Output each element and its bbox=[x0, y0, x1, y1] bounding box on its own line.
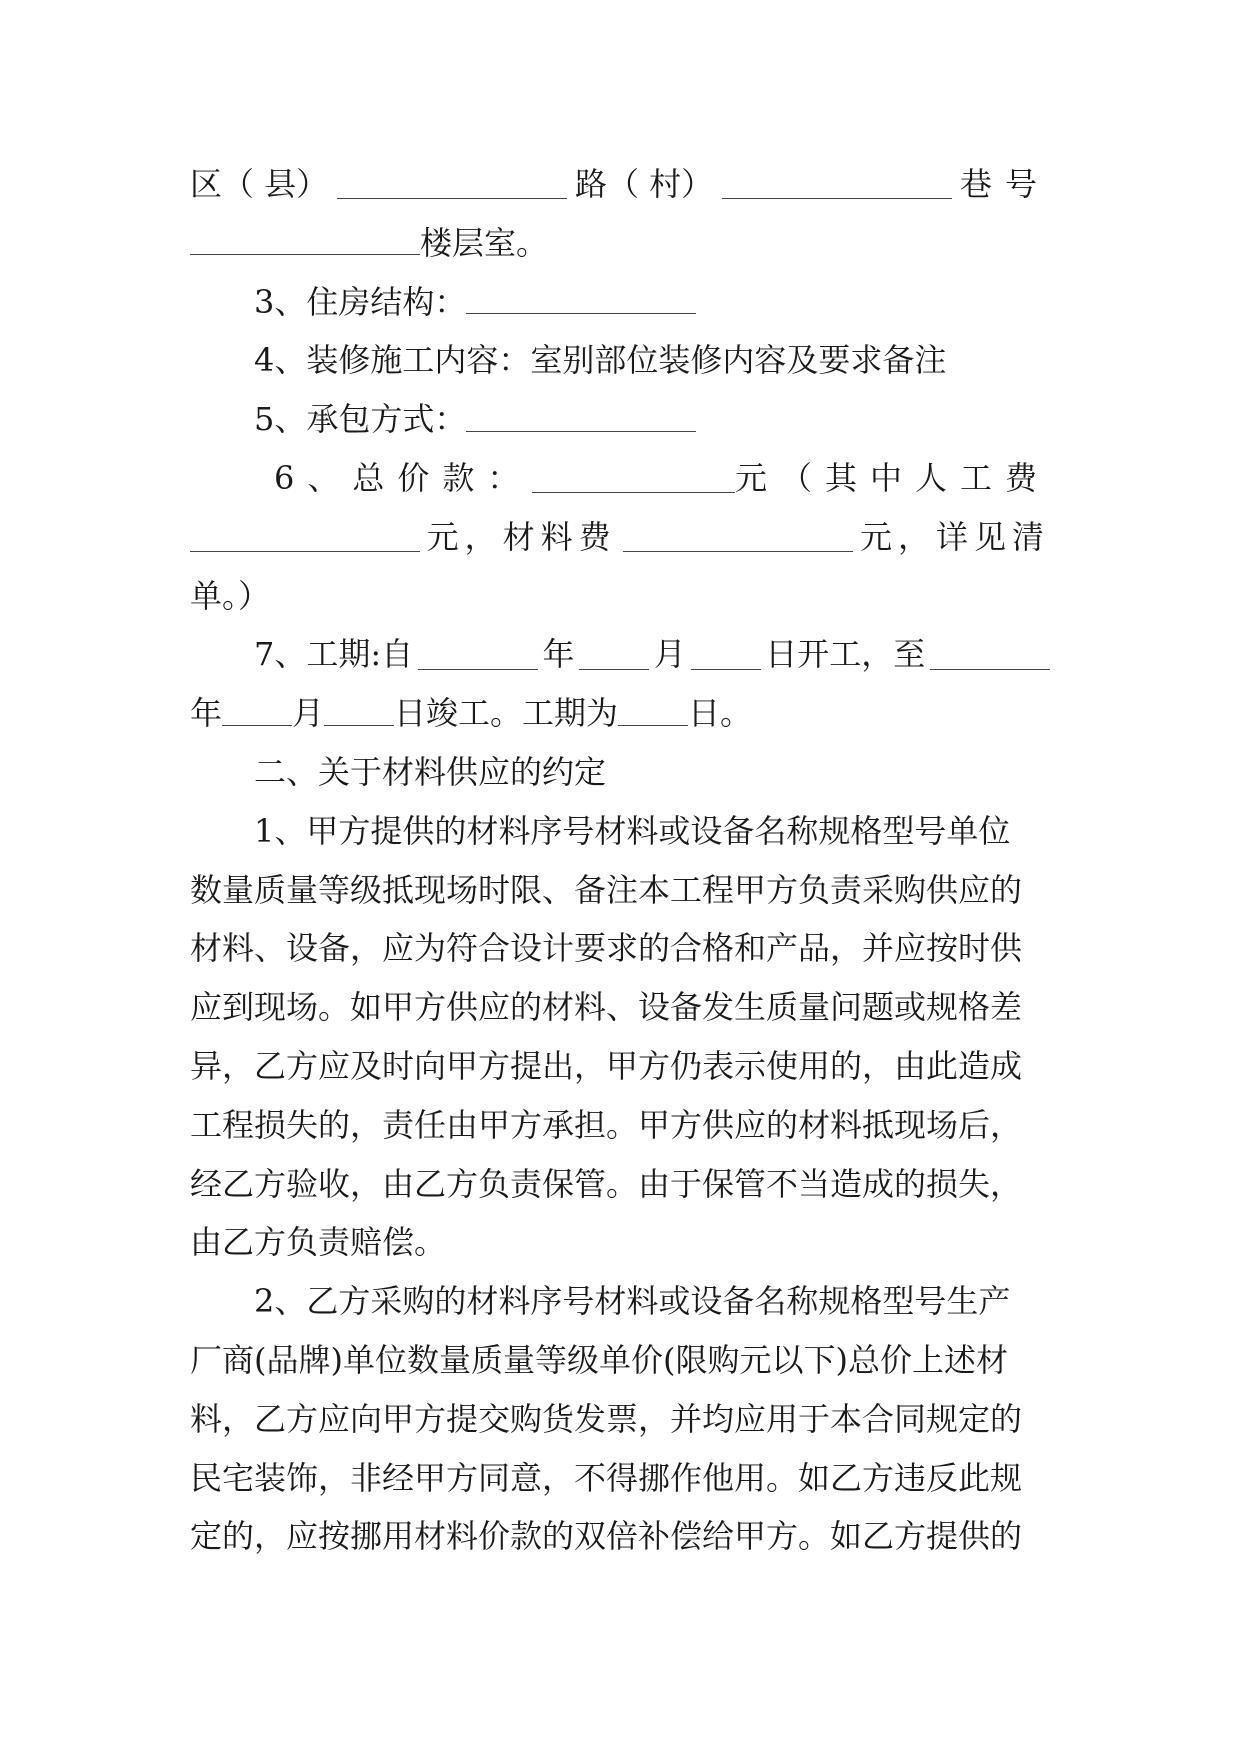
road-blank bbox=[722, 170, 952, 200]
end-month-blank bbox=[222, 696, 292, 726]
structure-line bbox=[190, 273, 1050, 332]
paragraph-line: 由乙方负责赔偿。 bbox=[190, 1223, 447, 1262]
labor-fee-blank bbox=[190, 522, 420, 552]
list-end-text: 单。） bbox=[190, 576, 271, 615]
district-blank bbox=[337, 170, 567, 200]
labor-fee-label: 元（其中人工费 bbox=[734, 458, 1050, 497]
duration-label: 日。 bbox=[688, 694, 753, 733]
paragraph-line: 定的，应按挪用材料价款的双倍补偿给甲方。如乙方提供的 bbox=[190, 1517, 1023, 1556]
lane-label: 巷号 bbox=[959, 165, 1050, 203]
see-list-label: 元，详见清 bbox=[859, 517, 1050, 556]
contract-method-line bbox=[190, 390, 1050, 449]
structure-blank bbox=[466, 284, 696, 314]
paragraph-line: 2、乙方采购的材料序号材料或设备名称规格型号生产 bbox=[254, 1282, 1011, 1321]
contract-method-blank bbox=[466, 402, 696, 432]
paragraph-line: 数量质量等级抵现场时限、备注本工程甲方负责采购供应的 bbox=[190, 870, 1023, 909]
start-year-blank bbox=[418, 640, 538, 670]
end-year-label: 年 bbox=[190, 694, 223, 733]
section-heading-text: 二、关于材料供应的约定 bbox=[254, 752, 607, 791]
section-heading bbox=[190, 743, 1050, 802]
paragraph-party-a-materials bbox=[190, 802, 1050, 1272]
paragraph-line: 材料、设备，应为符合设计要求的合格和产品，并应按时供 bbox=[190, 929, 1023, 968]
start-day-blank bbox=[691, 640, 761, 670]
address-line bbox=[190, 155, 1050, 214]
end-month-label: 月 bbox=[292, 694, 325, 733]
floor-label: 楼层室。 bbox=[420, 223, 549, 262]
construction-content-line bbox=[190, 331, 1050, 390]
period-label: 7、工期:自 bbox=[254, 635, 414, 674]
paragraph-line: 厂商(品牌)单位数量质量等级单价(限购元以下)总价上述材 bbox=[190, 1340, 1008, 1379]
start-month-label: 月 bbox=[653, 635, 686, 674]
material-fee-label: 元，材料费 bbox=[426, 517, 617, 556]
start-year-label: 年 bbox=[542, 635, 575, 674]
paragraph-line: 经乙方验收，由乙方负责保管。由于保管不当造成的损失， bbox=[190, 1164, 1023, 1203]
total-price-blank bbox=[532, 463, 735, 493]
floor-line bbox=[190, 214, 1050, 273]
start-month-blank bbox=[579, 640, 649, 670]
start-day-label: 日开工，至 bbox=[765, 635, 926, 674]
end-day-blank bbox=[324, 696, 394, 726]
paragraph-party-b-materials bbox=[190, 1272, 1050, 1566]
district-label: 区（ 县） bbox=[190, 165, 329, 203]
structure-label: 3、住房结构： bbox=[254, 282, 467, 321]
contract-method-label: 5、承包方式： bbox=[254, 400, 467, 439]
paragraph-line: 异，乙方应及时向甲方提出，甲方仍表示使用的，由此造成 bbox=[190, 1046, 1023, 1085]
list-end-line bbox=[190, 567, 1050, 626]
road-label: 路（ 村） bbox=[574, 165, 714, 203]
paragraph-line: 料，乙方应向甲方提交购货发票，并均应用于本合同规定的 bbox=[190, 1399, 1023, 1438]
end-day-label: 日竣工。工期为 bbox=[394, 694, 619, 733]
duration-blank bbox=[618, 696, 688, 726]
paragraph-line: 1、甲方提供的材料序号材料或设备名称规格型号单位 bbox=[254, 811, 1011, 850]
paragraph-line: 民宅装饰，非经甲方同意，不得挪作他用。如乙方违反此规 bbox=[190, 1458, 1023, 1497]
total-price-line bbox=[190, 449, 1050, 508]
paragraph-line: 工程损失的，责任由甲方承担。甲方供应的材料抵现场后， bbox=[190, 1105, 1023, 1144]
period-end-line bbox=[190, 684, 1050, 743]
end-year-blank bbox=[930, 640, 1050, 670]
material-fee-blank bbox=[623, 522, 853, 552]
floor-blank bbox=[190, 226, 420, 256]
paragraph-line: 应到现场。如甲方供应的材料、设备发生质量问题或规格差 bbox=[190, 988, 1023, 1027]
total-price-label: 6、总价款： bbox=[274, 458, 533, 497]
fee-detail-line bbox=[190, 508, 1050, 567]
construction-content-text: 4、装修施工内容：室别部位装修内容及要求备注 bbox=[254, 341, 947, 380]
period-start-line bbox=[190, 625, 1050, 684]
document-body bbox=[190, 155, 1050, 1566]
